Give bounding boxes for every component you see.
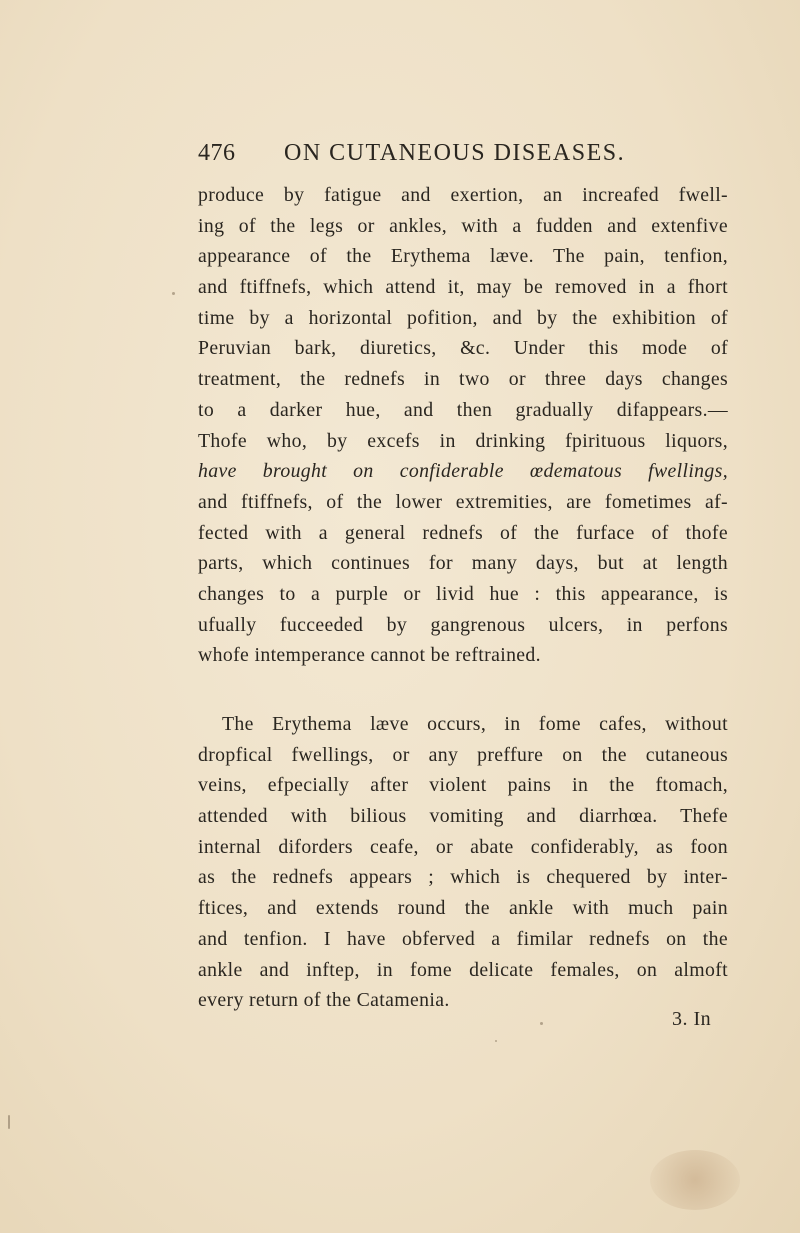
text-line: ing of the legs or ankles, with a fudden and extenfive bbox=[198, 214, 728, 237]
text-line: as the rednefs appears ; which is chequered by inter- bbox=[198, 866, 728, 889]
text-line: internal diforders ceafe, or abate confiderably, as foon bbox=[198, 835, 728, 858]
body-text bbox=[198, 180, 728, 1016]
text-line: time by a horizontal pofition, and by the exhibition of bbox=[198, 306, 728, 329]
text-line: have brought on confiderable œdematous fwellings, bbox=[198, 460, 728, 483]
text-line: Thofe who, by excefs in drinking fpirituous liquors, bbox=[198, 429, 728, 452]
text-line: every return of the Catamenia. bbox=[198, 989, 450, 1012]
text-line: and tenfion. I have obferved a fimilar rednefs on the bbox=[198, 927, 728, 950]
text-line: ftices, and extends round the ankle with much pain bbox=[198, 897, 728, 920]
running-head bbox=[198, 140, 728, 180]
text-line: changes to a purple or livid hue : this appearance, is bbox=[198, 582, 728, 605]
text-line: appearance of the Erythema læve. The pain, tenfion, bbox=[198, 245, 728, 268]
paper-stain bbox=[650, 1150, 740, 1210]
text-line: attended with bilious vomiting and diarrhœa. Thefe bbox=[198, 805, 728, 828]
paper-speck bbox=[540, 1022, 543, 1025]
page-number: 476 bbox=[198, 140, 236, 166]
text-line: treatment, the rednefs in two or three days changes bbox=[198, 368, 728, 391]
catchword: 3. In bbox=[672, 1008, 712, 1030]
text-line: dropfical fwellings, or any preffure on the cutaneous bbox=[198, 743, 728, 766]
text-line: and ftiffnefs, which attend it, may be removed in a fhort bbox=[198, 276, 728, 299]
paper-speck bbox=[172, 292, 175, 295]
text-line: ankle and inftep, in fome delicate females, on almoft bbox=[198, 958, 728, 981]
paragraph-2 bbox=[198, 709, 728, 1016]
running-title: ON CUTANEOUS DISEASES. bbox=[284, 140, 626, 166]
text-line: Peruvian bark, diuretics, &c. Under this mode of bbox=[198, 337, 728, 360]
text-line: whofe intemperance cannot be reftrained. bbox=[198, 644, 541, 667]
paper-speck bbox=[8, 1115, 10, 1129]
text-line: parts, which continues for many days, but at length bbox=[198, 552, 728, 575]
text-line: The Erythema læve occurs, in fome cafes, without bbox=[222, 713, 728, 735]
text-line: veins, efpecially after violent pains in the ftomach, bbox=[198, 774, 728, 797]
text-line: fected with a general rednefs of the furface of thofe bbox=[198, 521, 728, 544]
paragraph-gap bbox=[198, 671, 728, 709]
paragraph-1 bbox=[198, 180, 728, 671]
text-line: produce by fatigue and exertion, an increafed fwell- bbox=[198, 184, 728, 206]
paper-speck bbox=[495, 1040, 497, 1042]
text-line: to a darker hue, and then gradually difappears.— bbox=[198, 398, 728, 421]
text-line: ufually fucceeded by gangrenous ulcers, in perfons bbox=[198, 613, 728, 636]
text-line: and ftiffnefs, of the lower extremities, are fometimes af- bbox=[198, 490, 728, 513]
